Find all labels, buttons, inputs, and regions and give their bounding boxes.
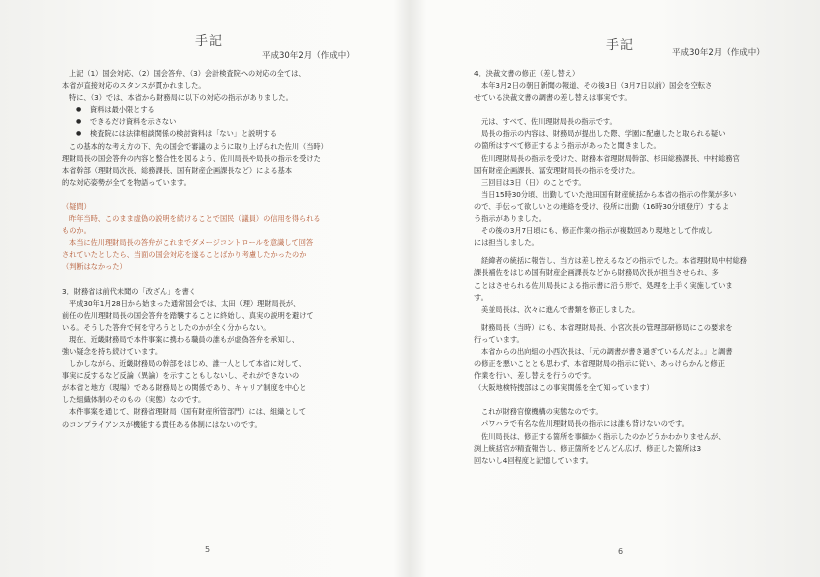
text-line: 本省が直接対応のスタンスが貫かれました。 [62, 81, 206, 91]
text-line: この基本的な考え方の下、先の国会で審議のように取り上げられた佐川（当時） [69, 141, 328, 151]
text-line: 作業を行い、差し替えを行うのです。 [474, 371, 596, 381]
text-line: 佐川局長は、修正する箇所を事細かく指示したのかどうかわかりませんが、 [481, 431, 726, 441]
text-line: しかしながら、近畿財務局の幹部をはじめ、誰一人として本省に対して、 [69, 359, 306, 369]
text-line: 当日15時30分頃、出勤していた池田国有財産統括から本省の指示の作業が多い [481, 189, 737, 199]
text-line: せている決裁文書の調書の差し替えは事実です。 [474, 93, 632, 103]
text-line: の箇所はすべて修正するよう指示があったと聞きました。 [474, 141, 661, 151]
text-line: 強い疑念を持ち続けています。 [62, 346, 163, 356]
left-page-body [62, 68, 362, 431]
text-line: 局長の指示の内容は、財務局が提出した際、学園に配慮したと取られる疑い [481, 129, 726, 139]
page-number: 6 [618, 547, 624, 556]
text-line: した組織体制のそのもの（実態）なのです。 [62, 395, 206, 405]
text-line: 財務局長（当時）にも、本省理財局長、小宮次長の管理部研修局にこの要求を [481, 322, 733, 332]
text-line: 佐川理財局長の指示を受けた、財務本省理財局幹部、杉田総務課長、中村総務官 [481, 153, 740, 163]
text-line: 理財局長の国会答弁の内容と整合性を図るよう、佐川局長や局長の指示を受けた [62, 153, 321, 163]
text-line: のコンプライアンスが機能する責任ある体制にはないのです。 [62, 419, 262, 429]
text-line: 国有財産企画課長、冨安理財局長の指示を受けた。 [474, 165, 640, 175]
text-line: 前任の佐川理財局長の国会答弁を踏襲することに終始し、真実の説明を避けて [62, 310, 314, 320]
text-line: 課長補佐をはじめ国有財産企画課長などから財務局次長が担当させられ、多 [474, 268, 719, 278]
right-page [410, 0, 820, 577]
text-line: その後の3月7日頃にも、修正作業の指示が複数回あり現地として作成し [481, 226, 713, 236]
left-page-date: 平成30年2月（作成中） [262, 51, 355, 61]
text-line: 事実に反するなど反論（異論）を示すこともしないし、それができないの [62, 371, 300, 381]
section-heading: 3．財務省は前代未聞の「改ざん」を書く [62, 286, 196, 296]
text-line: 回ないし4回程度と記憶しています。 [474, 455, 593, 465]
text-line: 行っています。 [474, 334, 524, 344]
section-heading: 4．決裁文書の修正（差し替え） [474, 69, 580, 78]
text-line: 平成30年1月28日から始まった通常国会では、太田（理）理財局長が、 [69, 298, 301, 308]
text-line: ので、手伝って欲しいとの連絡を受け、役所に出勤（16時30分頃登庁）するよ [474, 201, 730, 211]
text-line: 的な対応姿勢が全てを物語っています。 [62, 177, 191, 187]
text-line: パワハラで有名な佐川理財局長の指示には誰も背けないのです。 [481, 419, 689, 429]
red-line: 昨年当時、このまま虚偽の説明を続けることで国民（議員）の信用を得られる [69, 214, 321, 224]
left-page-title: 手記 [195, 34, 224, 49]
red-line: （判断はなかった） [62, 262, 127, 272]
text-line: 特に、（3）では、本省から財務局に以下の対応の指示がありました。 [69, 93, 293, 103]
text-line: 三回目は3日（日）のことです。 [481, 177, 586, 187]
text-line: 上記（1）国会対応、（2）国会答弁、（3）会計検査院への対応の全ては、 [69, 69, 306, 78]
right-page-date: 平成30年2月（作成中） [672, 48, 765, 58]
text-line: 渕上統括官が精査報告し、修正箇所をどんどん広げ、修正した箇所は3 [474, 443, 702, 453]
text-line: 現在、近畿財務局で本件事案に携わる職員の誰もが虚偽答弁を承知し、 [69, 334, 300, 344]
red-line: されていたとしたら、当面の国会対応を遂ることばかり考慮したかったのか [62, 250, 307, 260]
right-page-title: 手記 [606, 38, 635, 53]
text-line: 本省幹部（理財局次長、総務課長、国有財産企画課長など）による基本 [62, 165, 293, 175]
text-line: 元は、すべて、佐川理財局長の指示です。 [481, 117, 617, 127]
text-line: う指示がありました。 [474, 214, 546, 224]
text-line: 経緯者の統括に報告し、当方は差し控えるなどの指示でした。本省理財局中村総務 [481, 256, 747, 266]
bullet-item: ● 検査院には法律相談関係の検討資料は「ない」と説明する [62, 128, 362, 140]
red-heading: （疑問） [62, 201, 91, 211]
red-line: 本当に佐川理財局長の答弁がこれまでダメージコントロールを意識して回答 [69, 238, 314, 248]
text-line: （大阪地検特捜部はこの事実関係を全て知っています） [474, 383, 654, 393]
text-line: の修正を悪いこととも思わず、本省理財局の指示に従い、あっけらかんと修正 [474, 359, 725, 369]
red-line: ものか。 [62, 226, 91, 236]
text-line: 本省からの出向組の小西次長は、「元の調書が書き過ぎているんだよ。」と調書 [481, 346, 733, 356]
text-line: ことはさせられる佐川局長による指示書に沿う形で、処理を上手く実施していま [474, 280, 733, 290]
page-number: 5 [205, 545, 211, 554]
text-line: 美並局長は、次々に進んで書類を修正しました。 [481, 304, 640, 314]
bullet-item: ● 資料は最小限とする [62, 104, 362, 116]
text-line: 本年3月2日の朝日新聞の報道、その後3日（3月7日以前）国会を空転さ [481, 81, 713, 91]
text-line: す。 [474, 292, 488, 302]
text-line: いる。そうした答弁で何を守ろうとしたのかが全く分からない。 [62, 322, 271, 332]
text-line: これが財務官僚機構の実態なのです。 [481, 407, 603, 417]
right-page-body [474, 68, 774, 467]
bullet-item: ● できるだけ資料を示さない [62, 116, 362, 128]
text-line: には担当しました。 [474, 238, 539, 248]
text-line: が本省と地方（現場）である財務局との関係であり、キャリア制度を中心と [62, 383, 307, 393]
text-line: 本件事案を通じて、財務省理財局（国有財産所管部門）には、組織として [69, 407, 307, 417]
